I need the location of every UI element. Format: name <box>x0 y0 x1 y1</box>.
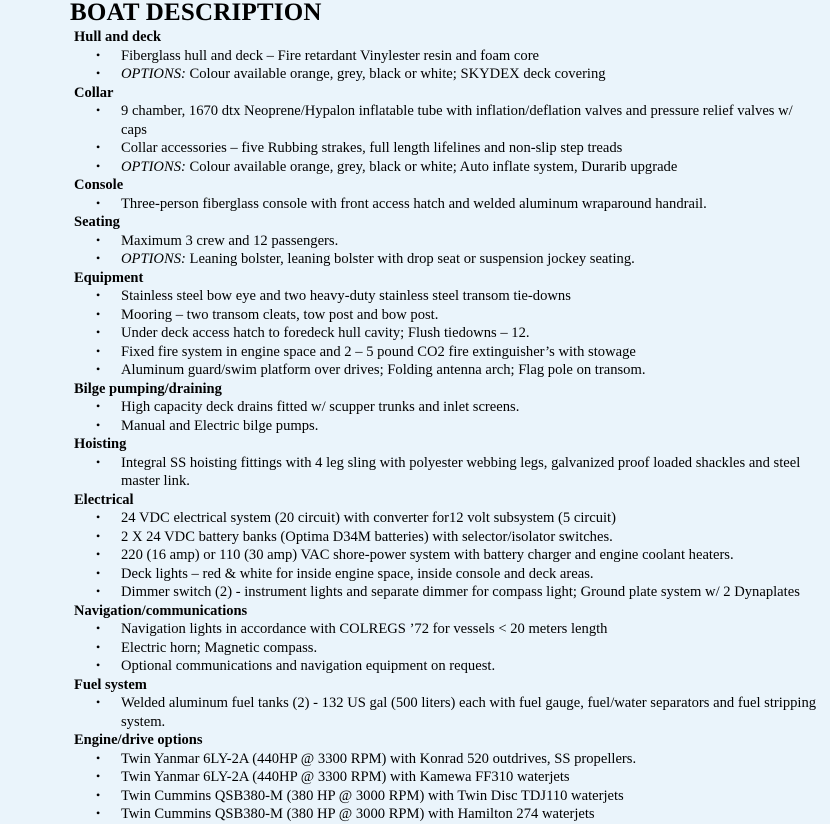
bullet-dot-icon: • <box>96 251 101 266</box>
list-item <box>18 287 820 306</box>
list-item-text: Navigation lights in accordance with COLREGS ’72 for vessels < 20 meters length <box>121 621 608 638</box>
list-item <box>18 250 820 269</box>
bullet-dot-icon: • <box>96 547 101 562</box>
bullet-dot-icon: • <box>96 140 101 155</box>
list-item <box>18 620 820 639</box>
list-item-text: Leaning bolster, leaning bolster with drop seat or suspension jockey seating. <box>185 251 635 268</box>
list-item-text: Collar accessories – five Rubbing strakes, full length lifelines and non-slip step treads <box>121 140 623 157</box>
list-item-text: Dimmer switch (2) - instrument lights and separate dimmer for compass light; Ground plate system w/ 2 Dynaplates <box>121 584 800 601</box>
section-heading: Console <box>74 177 124 194</box>
list-item-text: Mooring – two transom cleats, tow post and bow post. <box>121 306 439 323</box>
bullet-dot-icon: • <box>96 639 101 654</box>
list-item-text: Electric horn; Magnetic compass. <box>121 639 318 656</box>
list-item <box>18 528 820 547</box>
section-heading: Hull and deck <box>74 29 162 46</box>
bullet-dot-icon: • <box>96 787 101 802</box>
list-item <box>18 232 820 251</box>
section-bullet-list <box>18 509 820 602</box>
bullet-dot-icon: • <box>96 621 101 636</box>
section-bullet-list <box>18 102 820 176</box>
list-item-text: 9 chamber, 1670 dtx Neoprene/Hypalon inflatable tube with inflation/deflation valves and pressure relief valves w/ caps <box>121 103 793 138</box>
bullet-dot-icon: • <box>96 343 101 358</box>
list-item-text: 24 VDC electrical system (20 circuit) with converter for12 volt subsystem (5 circuit) <box>121 510 616 527</box>
section-heading: Fuel system <box>74 676 147 693</box>
list-item-text: 220 (16 amp) or 110 (30 amp) VAC shore-power system with battery charger and engine coolant heaters. <box>121 547 734 564</box>
list-item-text: Twin Yanmar 6LY-2A (440HP @ 3300 RPM) with Kamewa FF310 waterjets <box>121 769 570 786</box>
list-item <box>18 787 820 806</box>
section-bullet-list <box>18 195 820 214</box>
list-item <box>18 583 820 602</box>
list-item <box>18 398 820 417</box>
list-item-text: Aluminum guard/swim platform over drives; Folding antenna arch; Flag pole on transom. <box>121 362 646 379</box>
list-item <box>18 546 820 565</box>
bullet-dot-icon: • <box>96 528 101 543</box>
section-heading: Bilge pumping/draining <box>74 380 222 397</box>
list-item <box>18 750 820 769</box>
section-heading: Electrical <box>74 491 134 508</box>
section-heading: Collar <box>74 84 114 101</box>
bullet-dot-icon: • <box>96 806 101 821</box>
list-item <box>18 65 820 84</box>
bullet-dot-icon: • <box>96 565 101 580</box>
list-item <box>18 417 820 436</box>
list-item <box>18 454 820 491</box>
document-body <box>18 28 820 823</box>
list-item-text: Colour available orange, grey, black or white; Auto inflate system, Durarib upgrade <box>185 158 678 175</box>
page-title: BOAT DESCRIPTION <box>70 0 322 26</box>
list-item-text: Twin Cummins QSB380-M (380 HP @ 3000 RPM) with Twin Disc TDJ110 waterjets <box>121 787 624 804</box>
bullet-dot-icon: • <box>96 658 101 673</box>
bullet-dot-icon: • <box>96 750 101 765</box>
list-item <box>18 324 820 343</box>
list-item-text: 2 X 24 VDC battery banks (Optima D34M batteries) with selector/isolator switches. <box>121 528 613 545</box>
bullet-dot-icon: • <box>96 47 101 62</box>
bullet-dot-icon: • <box>96 454 101 469</box>
list-item-text: Maximum 3 crew and 12 passengers. <box>121 232 339 249</box>
options-label: OPTIONS: <box>121 66 186 83</box>
list-item-text: Twin Yanmar 6LY-2A (440HP @ 3300 RPM) with Konrad 520 outdrives, SS propellers. <box>121 750 637 767</box>
list-item <box>18 565 820 584</box>
list-item <box>18 509 820 528</box>
options-label: OPTIONS: <box>121 158 186 175</box>
section-heading: Hoisting <box>74 436 127 453</box>
list-item <box>18 361 820 380</box>
section-bullet-list <box>18 287 820 380</box>
list-item <box>18 639 820 658</box>
bullet-dot-icon: • <box>96 66 101 81</box>
bullet-dot-icon: • <box>96 362 101 377</box>
list-item-text: Integral SS hoisting fittings with 4 leg sling with polyester webbing legs, galvanized proof loaded shackles and steel master link. <box>121 454 801 490</box>
bullet-dot-icon: • <box>96 232 101 247</box>
section-bullet-list <box>18 454 820 491</box>
list-item-text: Manual and Electric bilge pumps. <box>121 417 319 434</box>
list-item-text: Fixed fire system in engine space and 2 – 5 pound CO2 fire extinguisher’s with stowage <box>121 343 636 360</box>
list-item <box>18 195 820 214</box>
bullet-dot-icon: • <box>96 510 101 525</box>
list-item-text: Optional communications and navigation equipment on request. <box>121 658 496 675</box>
section-bullet-list <box>18 620 820 676</box>
list-item-text: High capacity deck drains fitted w/ scupper trunks and inlet screens. <box>121 399 520 416</box>
bullet-dot-icon: • <box>96 399 101 414</box>
bullet-dot-icon: • <box>96 195 101 210</box>
list-item <box>18 805 820 824</box>
list-item-text: Fiberglass hull and deck – Fire retardant Vinylester resin and foam core <box>121 47 540 64</box>
list-item <box>18 768 820 787</box>
options-label: OPTIONS: <box>121 251 186 268</box>
list-item-text: Colour available orange, grey, black or white; SKYDEX deck covering <box>185 66 606 83</box>
section-bullet-list <box>18 232 820 269</box>
section-heading: Seating <box>74 214 120 231</box>
bullet-dot-icon: • <box>96 584 101 599</box>
bullet-dot-icon: • <box>96 695 101 710</box>
list-item <box>18 306 820 325</box>
bullet-dot-icon: • <box>96 306 101 321</box>
list-item <box>18 47 820 66</box>
list-item <box>18 158 820 177</box>
list-item-text: Stainless steel bow eye and two heavy-duty stainless steel transom tie-downs <box>121 288 571 305</box>
section-heading: Equipment <box>74 269 144 286</box>
section-bullet-list <box>18 398 820 435</box>
list-item <box>18 694 820 731</box>
bullet-dot-icon: • <box>96 288 101 303</box>
list-item-text: Twin Cummins QSB380-M (380 HP @ 3000 RPM) with Hamilton 274 waterjets <box>121 806 595 823</box>
bullet-dot-icon: • <box>96 769 101 784</box>
bullet-dot-icon: • <box>96 103 101 118</box>
bullet-dot-icon: • <box>96 325 101 340</box>
list-item-text: Three-person fiberglass console with front access hatch and welded aluminum wraparound handrail. <box>121 195 707 212</box>
section-heading: Engine/drive options <box>74 732 203 749</box>
bullet-dot-icon: • <box>96 417 101 432</box>
list-item-text: Under deck access hatch to foredeck hull cavity; Flush tiedowns – 12. <box>121 325 530 342</box>
list-item <box>18 343 820 362</box>
list-item <box>18 102 820 139</box>
bullet-dot-icon: • <box>96 158 101 173</box>
section-bullet-list <box>18 694 820 731</box>
list-item <box>18 657 820 676</box>
list-item-text: Deck lights – red & white for inside engine space, inside console and deck areas. <box>121 565 594 582</box>
section-bullet-list <box>18 47 820 84</box>
list-item <box>18 139 820 158</box>
section-heading: Navigation/communications <box>74 602 248 619</box>
list-item-text: Welded aluminum fuel tanks (2) - 132 US gal (500 liters) each with fuel gauge, fuel/water separators and fuel stripping system. <box>121 695 817 730</box>
section-bullet-list <box>18 750 820 824</box>
